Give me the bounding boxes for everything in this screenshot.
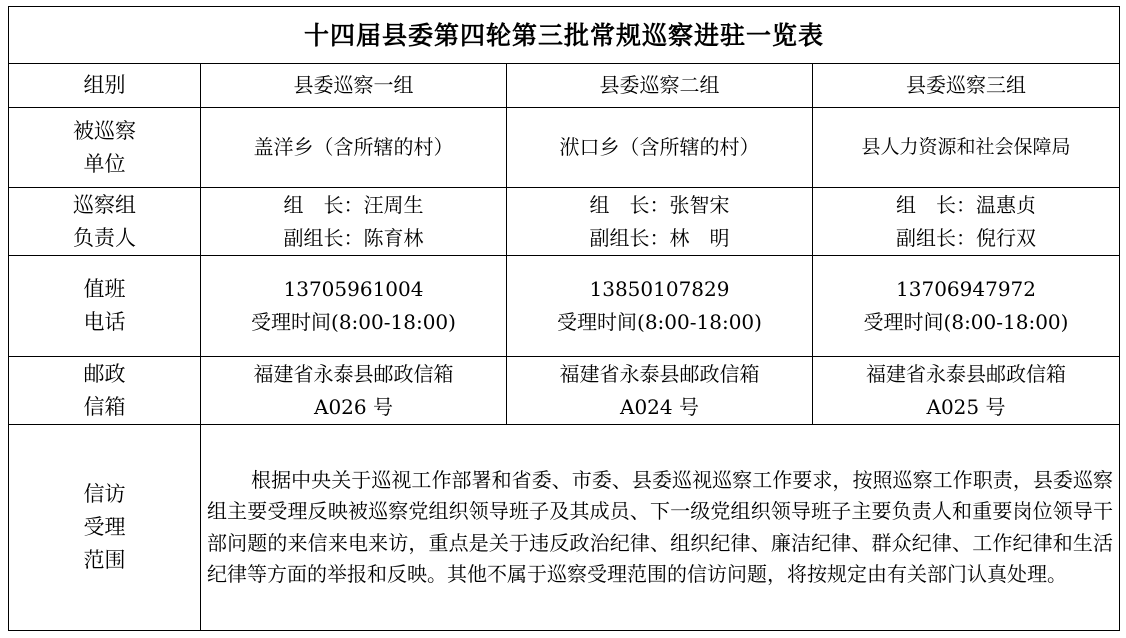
leader-cell-3 (813, 188, 1120, 256)
leader-cell-1 (201, 188, 507, 256)
leader-label-line1: 巡察组 (73, 192, 136, 217)
phone-hours-3: 受理时间(8:00-18:00) (863, 310, 1069, 334)
scope-label-line2: 受理 (83, 515, 126, 539)
leader-3: 组 长：温惠贞 (896, 192, 1036, 217)
unit-row (9, 108, 1120, 188)
phone-number-3: 13706947972 (896, 277, 1036, 301)
deputy-1: 副组长：陈育林 (283, 225, 424, 250)
unit-label-line2: 单位 (83, 151, 126, 176)
phone-row (9, 256, 1120, 357)
group-name-1: 县委巡察一组 (201, 64, 507, 108)
unit-label-line1: 被巡察 (73, 118, 136, 143)
phone-hours-1: 受理时间(8:00-18:00) (251, 310, 456, 334)
leader-cell-2 (507, 188, 813, 256)
mailbox-address-3: 福建省永泰县邮政信箱 (866, 361, 1066, 386)
mail-cell-3 (813, 357, 1120, 425)
phone-number-1: 13705961004 (283, 277, 424, 301)
scope-label-line3: 范围 (83, 548, 126, 572)
title-row (9, 7, 1120, 64)
deputy-3: 副组长：倪行双 (896, 225, 1036, 250)
mailbox-number-1: A026 号 (314, 394, 393, 419)
group-label: 组别 (9, 64, 201, 108)
leader-label (9, 188, 201, 256)
leader-2: 组 长：张智宋 (589, 192, 730, 217)
phone-label-line2: 电话 (83, 310, 126, 334)
phone-label-line1: 值班 (83, 277, 126, 301)
mail-label-line1: 邮政 (83, 361, 126, 386)
phone-cell-3 (813, 256, 1120, 357)
scope-label (9, 425, 201, 631)
scope-description-cell (201, 425, 1120, 631)
scope-description: 根据中央关于巡视工作部署和省委、市委、县委巡视巡察工作要求，按照巡察工作职责，县委巡察组主要受理反映被巡察党组织领导班子及其成员、下一级党组织领导班子主要负责人和重要岗位领导干部问题的来信来电来访，重点是关于违反政治纪律、组织纪律、廉洁纪律、群众纪律、工作纪律和生活纪律等方面的举报和反映。其他不属于巡察受理范围的信访问题，将按规定由有关部门认真处理。 (207, 467, 1114, 586)
phone-cell-1 (201, 256, 507, 357)
mail-label (9, 357, 201, 425)
unit-label (9, 108, 201, 188)
phone-label (9, 256, 201, 357)
mail-cell-2 (507, 357, 813, 425)
mailbox-address-1: 福建省永泰县邮政信箱 (253, 361, 454, 386)
leader-label-line2: 负责人 (73, 225, 136, 250)
phone-cell-2 (507, 256, 813, 357)
scope-row (9, 425, 1120, 631)
mail-row (9, 357, 1120, 425)
group-name-2: 县委巡察二组 (507, 64, 813, 108)
group-row (9, 64, 1120, 108)
inspection-table (8, 6, 1120, 631)
mail-cell-1 (201, 357, 507, 425)
mailbox-address-2: 福建省永泰县邮政信箱 (559, 361, 760, 386)
mailbox-number-2: A024 号 (620, 394, 699, 419)
phone-hours-2: 受理时间(8:00-18:00) (557, 310, 762, 334)
deputy-2: 副组长：林 明 (589, 225, 730, 250)
leader-row (9, 188, 1120, 256)
leader-1: 组 长：汪周生 (283, 192, 424, 217)
unit-1: 盖洋乡（含所辖的村） (201, 108, 507, 188)
table-title: 十四届县委第四轮第三批常规巡察进驻一览表 (9, 7, 1120, 64)
mailbox-number-3: A025 号 (926, 394, 1006, 419)
group-name-3: 县委巡察三组 (813, 64, 1120, 108)
mail-label-line2: 信箱 (83, 394, 126, 419)
unit-3: 县人力资源和社会保障局 (813, 108, 1120, 188)
scope-label-line1: 信访 (83, 482, 126, 506)
phone-number-2: 13850107829 (589, 277, 730, 301)
unit-2: 洑口乡（含所辖的村） (507, 108, 813, 188)
